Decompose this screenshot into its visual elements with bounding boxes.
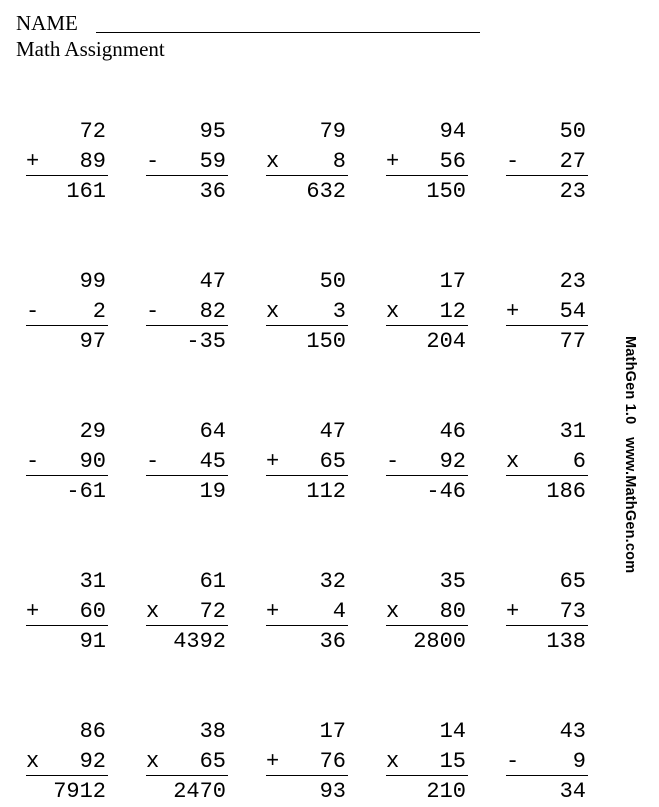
problem-top-line [266,267,348,297]
problem-operator-line [266,447,348,476]
top-operand: 95 [199,119,226,144]
operator: x [266,299,280,324]
problem [386,267,468,356]
answer: 23 [559,179,586,204]
problem-operator-line [26,447,108,476]
problem-answer-line [386,176,468,206]
problem-operator-line [266,147,348,176]
problem-top-line [506,417,588,447]
answer: 93 [319,779,346,804]
problem-answer-line [506,626,588,656]
problem [26,117,108,206]
problem [146,567,228,656]
problem [26,267,108,356]
problem-operator-line [506,147,588,176]
top-operand: 47 [319,419,346,444]
answer: 34 [559,779,586,804]
problem [506,117,588,206]
problem-operator-line [146,447,228,476]
operator: - [506,149,520,174]
problem-operator-line [506,597,588,626]
answer: 161 [66,179,106,204]
problem-answer-line [266,626,348,656]
operator: - [506,749,520,774]
answer: 36 [199,179,226,204]
problem [386,717,468,806]
operator: x [266,149,280,174]
bottom-operand: 80 [439,599,466,624]
problem-top-line [386,267,468,297]
operator: + [506,299,520,324]
problem-top-line [386,117,468,147]
operator: + [506,599,520,624]
top-operand: 50 [319,269,346,294]
top-operand: 86 [79,719,106,744]
problem-answer-line [386,326,468,356]
answer: 91 [79,629,106,654]
problem-top-line [266,717,348,747]
problem [506,417,588,506]
problem-answer-line [146,626,228,656]
problem-operator-line [386,297,468,326]
top-operand: 46 [439,419,466,444]
problem [26,567,108,656]
assignment-title: Math Assignment [16,37,165,61]
problem-answer-line [506,476,588,506]
top-operand: 38 [199,719,226,744]
bottom-operand: 65 [199,749,226,774]
operator: x [506,449,520,474]
top-operand: 72 [79,119,106,144]
top-operand: 50 [559,119,586,144]
name-label: NAME [16,11,78,35]
problem-answer-line [266,776,348,806]
answer: 150 [426,179,466,204]
bottom-operand: 56 [439,149,466,174]
problem [506,567,588,656]
bottom-operand: 12 [439,299,466,324]
problem-answer-line [26,476,108,506]
bottom-operand: 60 [79,599,106,624]
bottom-operand: 76 [319,749,346,774]
top-operand: 64 [199,419,226,444]
top-operand: 14 [439,719,466,744]
problem-answer-line [386,776,468,806]
problem-top-line [506,717,588,747]
answer: 97 [79,329,106,354]
problem-operator-line [26,147,108,176]
bottom-operand: 73 [559,599,586,624]
problem [506,717,588,806]
answer: 632 [306,179,346,204]
problem-operator-line [506,447,588,476]
operator: + [266,449,280,474]
problem-top-line [266,567,348,597]
problem-answer-line [266,476,348,506]
problem [266,417,348,506]
problem [386,117,468,206]
answer: 4392 [173,629,226,654]
problem-operator-line [386,147,468,176]
problem-top-line [146,717,228,747]
problem-answer-line [146,176,228,206]
problem [146,267,228,356]
operator: x [146,599,160,624]
answer: 2800 [413,629,466,654]
problem-top-line [146,417,228,447]
bottom-operand: 2 [92,299,106,324]
top-operand: 31 [79,569,106,594]
bottom-operand: 92 [79,749,106,774]
problem-operator-line [266,597,348,626]
problem-operator-line [506,747,588,776]
bottom-operand: 89 [79,149,106,174]
answer: -35 [186,329,226,354]
bottom-operand: 59 [199,149,226,174]
problem [266,717,348,806]
problem-operator-line [266,747,348,776]
top-operand: 47 [199,269,226,294]
bottom-operand: 45 [199,449,226,474]
answer: 138 [546,629,586,654]
problem-top-line [146,117,228,147]
operator: x [146,749,160,774]
operator: + [26,599,40,624]
problem [386,567,468,656]
operator: - [386,449,400,474]
top-operand: 61 [199,569,226,594]
top-operand: 17 [439,269,466,294]
operator: x [386,599,400,624]
problem-operator-line [26,597,108,626]
problem-operator-line [386,747,468,776]
problem-answer-line [266,326,348,356]
bottom-operand: 6 [572,449,586,474]
answer: 210 [426,779,466,804]
problem-top-line [266,117,348,147]
problem-answer-line [506,176,588,206]
problem-top-line [386,717,468,747]
operator: + [26,149,40,174]
problem-operator-line [146,597,228,626]
mathgen-credit: MathGen 1.0 www.MathGen.com [622,336,638,574]
bottom-operand: 90 [79,449,106,474]
problem-answer-line [26,326,108,356]
bottom-operand: 8 [332,149,346,174]
answer: -46 [426,479,466,504]
bottom-operand: 54 [559,299,586,324]
top-operand: 65 [559,569,586,594]
problem-top-line [26,267,108,297]
bottom-operand: 27 [559,149,586,174]
operator: + [386,149,400,174]
problem-operator-line [26,747,108,776]
answer: 7912 [53,779,106,804]
answer: 112 [306,479,346,504]
bottom-operand: 92 [439,449,466,474]
problem [386,417,468,506]
bottom-operand: 82 [199,299,226,324]
problem [146,117,228,206]
problem-top-line [506,267,588,297]
operator: - [146,449,160,474]
problem-answer-line [26,626,108,656]
problem [26,417,108,506]
answer: 186 [546,479,586,504]
problem-top-line [506,117,588,147]
operator: x [26,749,40,774]
bottom-operand: 72 [199,599,226,624]
problem-answer-line [386,626,468,656]
problem-answer-line [506,776,588,806]
operator: + [266,599,280,624]
operator: + [266,749,280,774]
answer: 150 [306,329,346,354]
operator: x [386,299,400,324]
problem-answer-line [146,326,228,356]
problem-answer-line [26,176,108,206]
bottom-operand: 4 [332,599,346,624]
problem-operator-line [386,447,468,476]
problem-operator-line [386,597,468,626]
top-operand: 35 [439,569,466,594]
problem-top-line [146,567,228,597]
operator: x [386,749,400,774]
answer: -61 [66,479,106,504]
bottom-operand: 3 [332,299,346,324]
problem-operator-line [506,297,588,326]
problem-top-line [26,567,108,597]
answer: 19 [199,479,226,504]
answer: 2470 [173,779,226,804]
top-operand: 94 [439,119,466,144]
problem-top-line [26,117,108,147]
problem-operator-line [146,297,228,326]
problem [26,717,108,806]
problem-answer-line [146,476,228,506]
operator: - [146,149,160,174]
answer: 36 [319,629,346,654]
problem-answer-line [266,176,348,206]
problem-operator-line [26,297,108,326]
problem-answer-line [26,776,108,806]
answer: 77 [559,329,586,354]
bottom-operand: 65 [319,449,346,474]
problem-top-line [386,417,468,447]
problem [146,717,228,806]
problem [146,417,228,506]
problem-answer-line [506,326,588,356]
top-operand: 79 [319,119,346,144]
problem-top-line [146,267,228,297]
problem [506,267,588,356]
top-operand: 43 [559,719,586,744]
problem-operator-line [146,747,228,776]
bottom-operand: 15 [439,749,466,774]
bottom-operand: 9 [572,749,586,774]
problem-answer-line [386,476,468,506]
problem-top-line [506,567,588,597]
problem-operator-line [266,297,348,326]
top-operand: 99 [79,269,106,294]
top-operand: 17 [319,719,346,744]
problem-top-line [26,417,108,447]
top-operand: 23 [559,269,586,294]
top-operand: 31 [559,419,586,444]
top-operand: 29 [79,419,106,444]
problem [266,117,348,206]
problem-top-line [266,417,348,447]
operator: - [146,299,160,324]
problem [266,567,348,656]
problem-operator-line [146,147,228,176]
problem-top-line [26,717,108,747]
problem-answer-line [146,776,228,806]
problem-top-line [386,567,468,597]
problem [266,267,348,356]
operator: - [26,449,40,474]
top-operand: 32 [319,569,346,594]
operator: - [26,299,40,324]
answer: 204 [426,329,466,354]
